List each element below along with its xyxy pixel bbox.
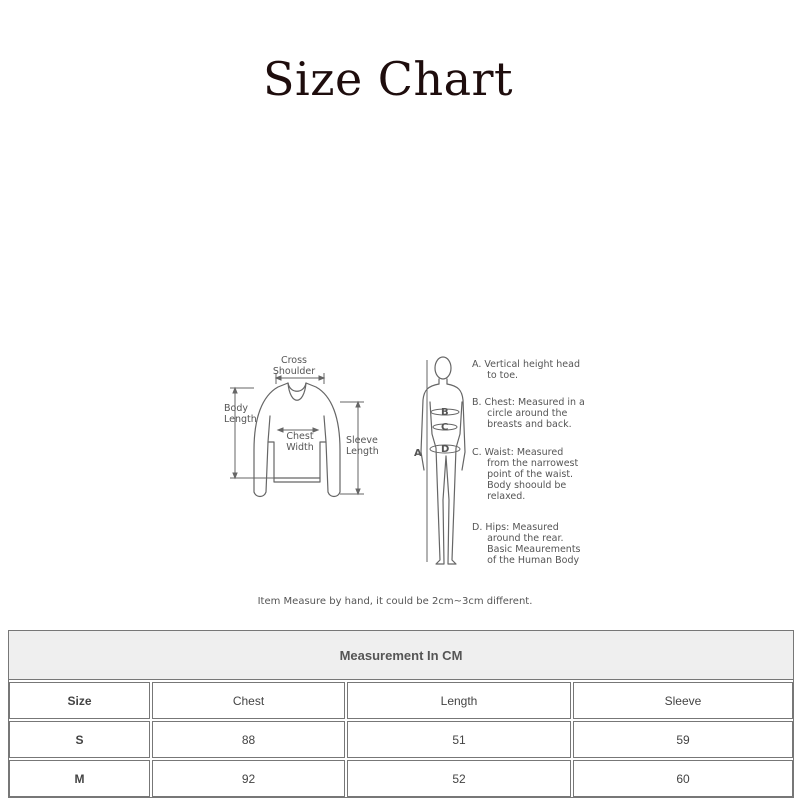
sleeve-cell: 59: [573, 721, 793, 758]
point-d-label: D: [441, 444, 450, 455]
note-a: A. Vertical height head to toe.: [472, 359, 580, 381]
chest-cell: 92: [152, 760, 345, 797]
column-header-size: Size: [9, 682, 150, 719]
table-row: [9, 721, 793, 758]
sleeve-cell: 60: [573, 760, 793, 797]
note-b: B. Chest: Measured in a circle around the breasts and back.: [472, 397, 585, 430]
chest-cell: 88: [152, 721, 345, 758]
note-c: C. Waist: Measured from the narrowest point of the waist. Body shoould be relaxed.: [472, 447, 579, 502]
body-length-label: Body Length: [224, 403, 257, 425]
chest-width-label: Chest Width: [286, 431, 314, 453]
sleeve-length-label: Sleeve Length: [346, 435, 379, 457]
table-heading: Measurement In CM: [9, 631, 793, 680]
measurement-note: Item Measure by hand, it could be 2cm~3cm different.: [257, 596, 533, 607]
point-b-label: B: [441, 407, 449, 418]
length-cell: 51: [347, 721, 571, 758]
column-header-chest: Chest: [152, 682, 345, 719]
body-outline: [421, 357, 465, 564]
page-title: Size Chart: [262, 52, 514, 106]
column-header-sleeve: Sleeve: [573, 682, 793, 719]
point-c-label: C: [441, 422, 449, 433]
point-a-label: A: [414, 448, 422, 459]
length-cell: 52: [347, 760, 571, 797]
table-header-row: [9, 682, 793, 719]
size-table: [8, 630, 794, 798]
table-row: [9, 760, 793, 797]
size-cell: M: [9, 760, 150, 797]
measurement-illustration: [0, 330, 800, 610]
size-cell: S: [9, 721, 150, 758]
garment-and-body-diagram: [0, 330, 800, 610]
cross-shoulder-label: Cross Shoulder: [272, 355, 316, 377]
column-header-length: Length: [347, 682, 571, 719]
note-d: D. Hips: Measured around the rear. Basic Meaurements of the Human Body: [472, 522, 581, 566]
